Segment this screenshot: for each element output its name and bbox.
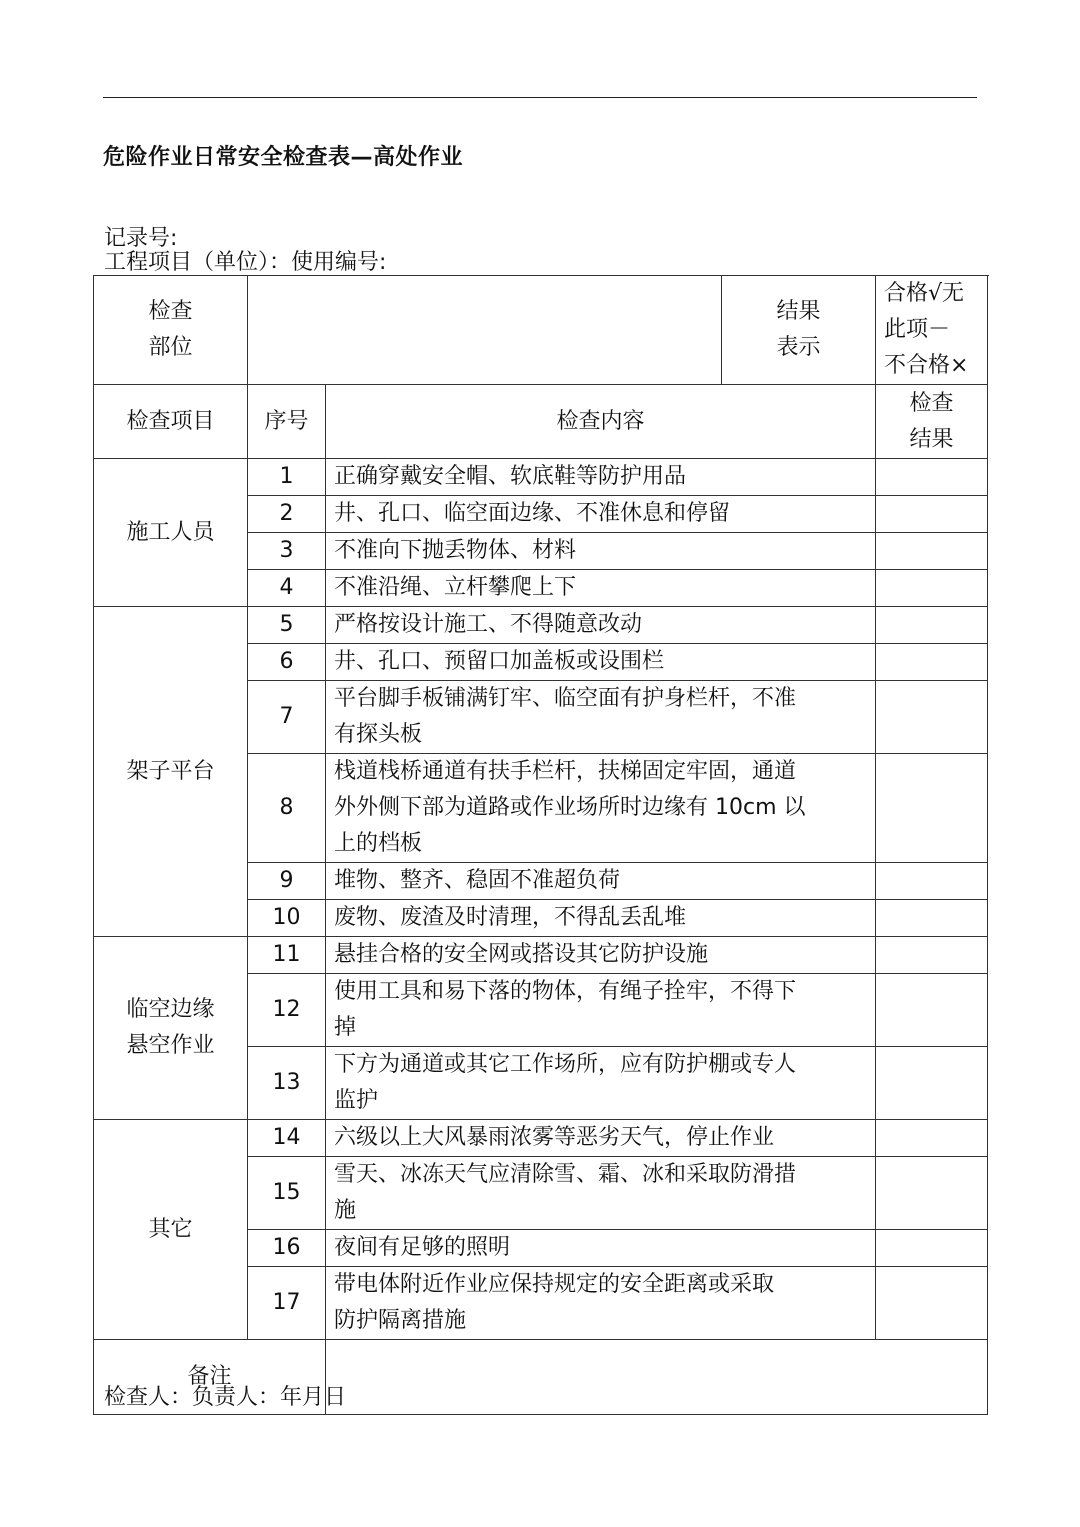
table-row <box>94 937 988 974</box>
item-result-cell[interactable] <box>876 1120 988 1157</box>
item-number: 1 <box>248 459 326 496</box>
column-header-row <box>94 385 988 459</box>
item-result-cell[interactable] <box>876 459 988 496</box>
item-number: 11 <box>248 937 326 974</box>
item-content: 栈道栈桥通道有扶手栏杆，扶梯固定牢固，通道 外外侧下部为道路或作业场所时边缘有 10cm 以 上的档板 <box>326 754 876 863</box>
table-body <box>94 276 988 1415</box>
col-header-item: 检查项目 <box>94 385 248 459</box>
item-result-cell[interactable] <box>876 1267 988 1340</box>
result-symbol-label: 结果 表示 <box>722 276 876 385</box>
page-title: 危险作业日常安全检查表—高处作业 <box>103 145 464 170</box>
item-number: 15 <box>248 1157 326 1230</box>
group-name: 架子平台 <box>94 607 248 937</box>
item-content: 雪天、冰冻天气应清除雪、霜、冰和采取防滑措 施 <box>326 1157 876 1230</box>
item-content: 严格按设计施工、不得随意改动 <box>326 607 876 644</box>
signature-line: 检查人：负责人：年月日 <box>104 1385 347 1410</box>
location-value-cell[interactable] <box>248 276 722 385</box>
item-content: 井、孔口、临空面边缘、不准休息和停留 <box>326 496 876 533</box>
item-content: 废物、废渣及时清理，不得乱丢乱堆 <box>326 900 876 937</box>
item-content: 带电体附近作业应保持规定的安全距离或采取 防护隔离措施 <box>326 1267 876 1340</box>
location-label: 检查 部位 <box>94 276 248 385</box>
result-legend: 合格√无此项－ 不合格× <box>876 276 988 385</box>
col-header-content: 检查内容 <box>326 385 876 459</box>
item-result-cell[interactable] <box>876 681 988 754</box>
item-result-cell[interactable] <box>876 533 988 570</box>
table-row <box>94 459 988 496</box>
item-result-cell[interactable] <box>876 754 988 863</box>
item-number: 6 <box>248 644 326 681</box>
item-content: 使用工具和易下落的物体，有绳子拴牢，不得下 掉 <box>326 974 876 1047</box>
inspection-table <box>93 275 988 1415</box>
item-content: 平台脚手板铺满钉牢、临空面有护身栏杆，不准 有探头板 <box>326 681 876 754</box>
header-row-location <box>94 276 988 385</box>
item-number: 17 <box>248 1267 326 1340</box>
item-result-cell[interactable] <box>876 900 988 937</box>
item-content: 正确穿戴安全帽、软底鞋等防护用品 <box>326 459 876 496</box>
item-content: 不准向下抛丢物体、材料 <box>326 533 876 570</box>
group-name: 临空边缘 悬空作业 <box>94 937 248 1120</box>
item-content: 不准沿绳、立杆攀爬上下 <box>326 570 876 607</box>
item-result-cell[interactable] <box>876 644 988 681</box>
item-result-cell[interactable] <box>876 937 988 974</box>
item-number: 16 <box>248 1230 326 1267</box>
item-number: 10 <box>248 900 326 937</box>
item-number: 14 <box>248 1120 326 1157</box>
col-header-result: 检查 结果 <box>876 385 988 459</box>
table-row <box>94 1120 988 1157</box>
item-content: 夜间有足够的照明 <box>326 1230 876 1267</box>
item-number: 8 <box>248 754 326 863</box>
remarks-label: 备注 <box>94 1340 326 1415</box>
item-number: 2 <box>248 496 326 533</box>
item-result-cell[interactable] <box>876 570 988 607</box>
item-result-cell[interactable] <box>876 496 988 533</box>
item-number: 4 <box>248 570 326 607</box>
col-header-no: 序号 <box>248 385 326 459</box>
item-number: 7 <box>248 681 326 754</box>
group-name: 其它 <box>94 1120 248 1340</box>
item-result-cell[interactable] <box>876 1157 988 1230</box>
item-number: 9 <box>248 863 326 900</box>
item-result-cell[interactable] <box>876 863 988 900</box>
item-content: 下方为通道或其它工作场所，应有防护棚或专人 监护 <box>326 1047 876 1120</box>
item-number: 12 <box>248 974 326 1047</box>
item-content: 井、孔口、预留口加盖板或设围栏 <box>326 644 876 681</box>
table-row <box>94 607 988 644</box>
item-number: 5 <box>248 607 326 644</box>
item-result-cell[interactable] <box>876 1230 988 1267</box>
item-content: 六级以上大风暴雨浓雾等恶劣天气，停止作业 <box>326 1120 876 1157</box>
item-content: 悬挂合格的安全网或搭设其它防护设施 <box>326 937 876 974</box>
group-name: 施工人员 <box>94 459 248 607</box>
item-content: 堆物、整齐、稳固不准超负荷 <box>326 863 876 900</box>
remarks-value-cell[interactable] <box>326 1340 988 1415</box>
record-number-label: 记录号: <box>104 226 178 251</box>
item-number: 3 <box>248 533 326 570</box>
header-rule <box>103 97 977 98</box>
item-result-cell[interactable] <box>876 607 988 644</box>
item-number: 13 <box>248 1047 326 1120</box>
item-result-cell[interactable] <box>876 1047 988 1120</box>
project-line: 工程项目（单位）：使用编号: <box>104 250 387 275</box>
item-result-cell[interactable] <box>876 974 988 1047</box>
